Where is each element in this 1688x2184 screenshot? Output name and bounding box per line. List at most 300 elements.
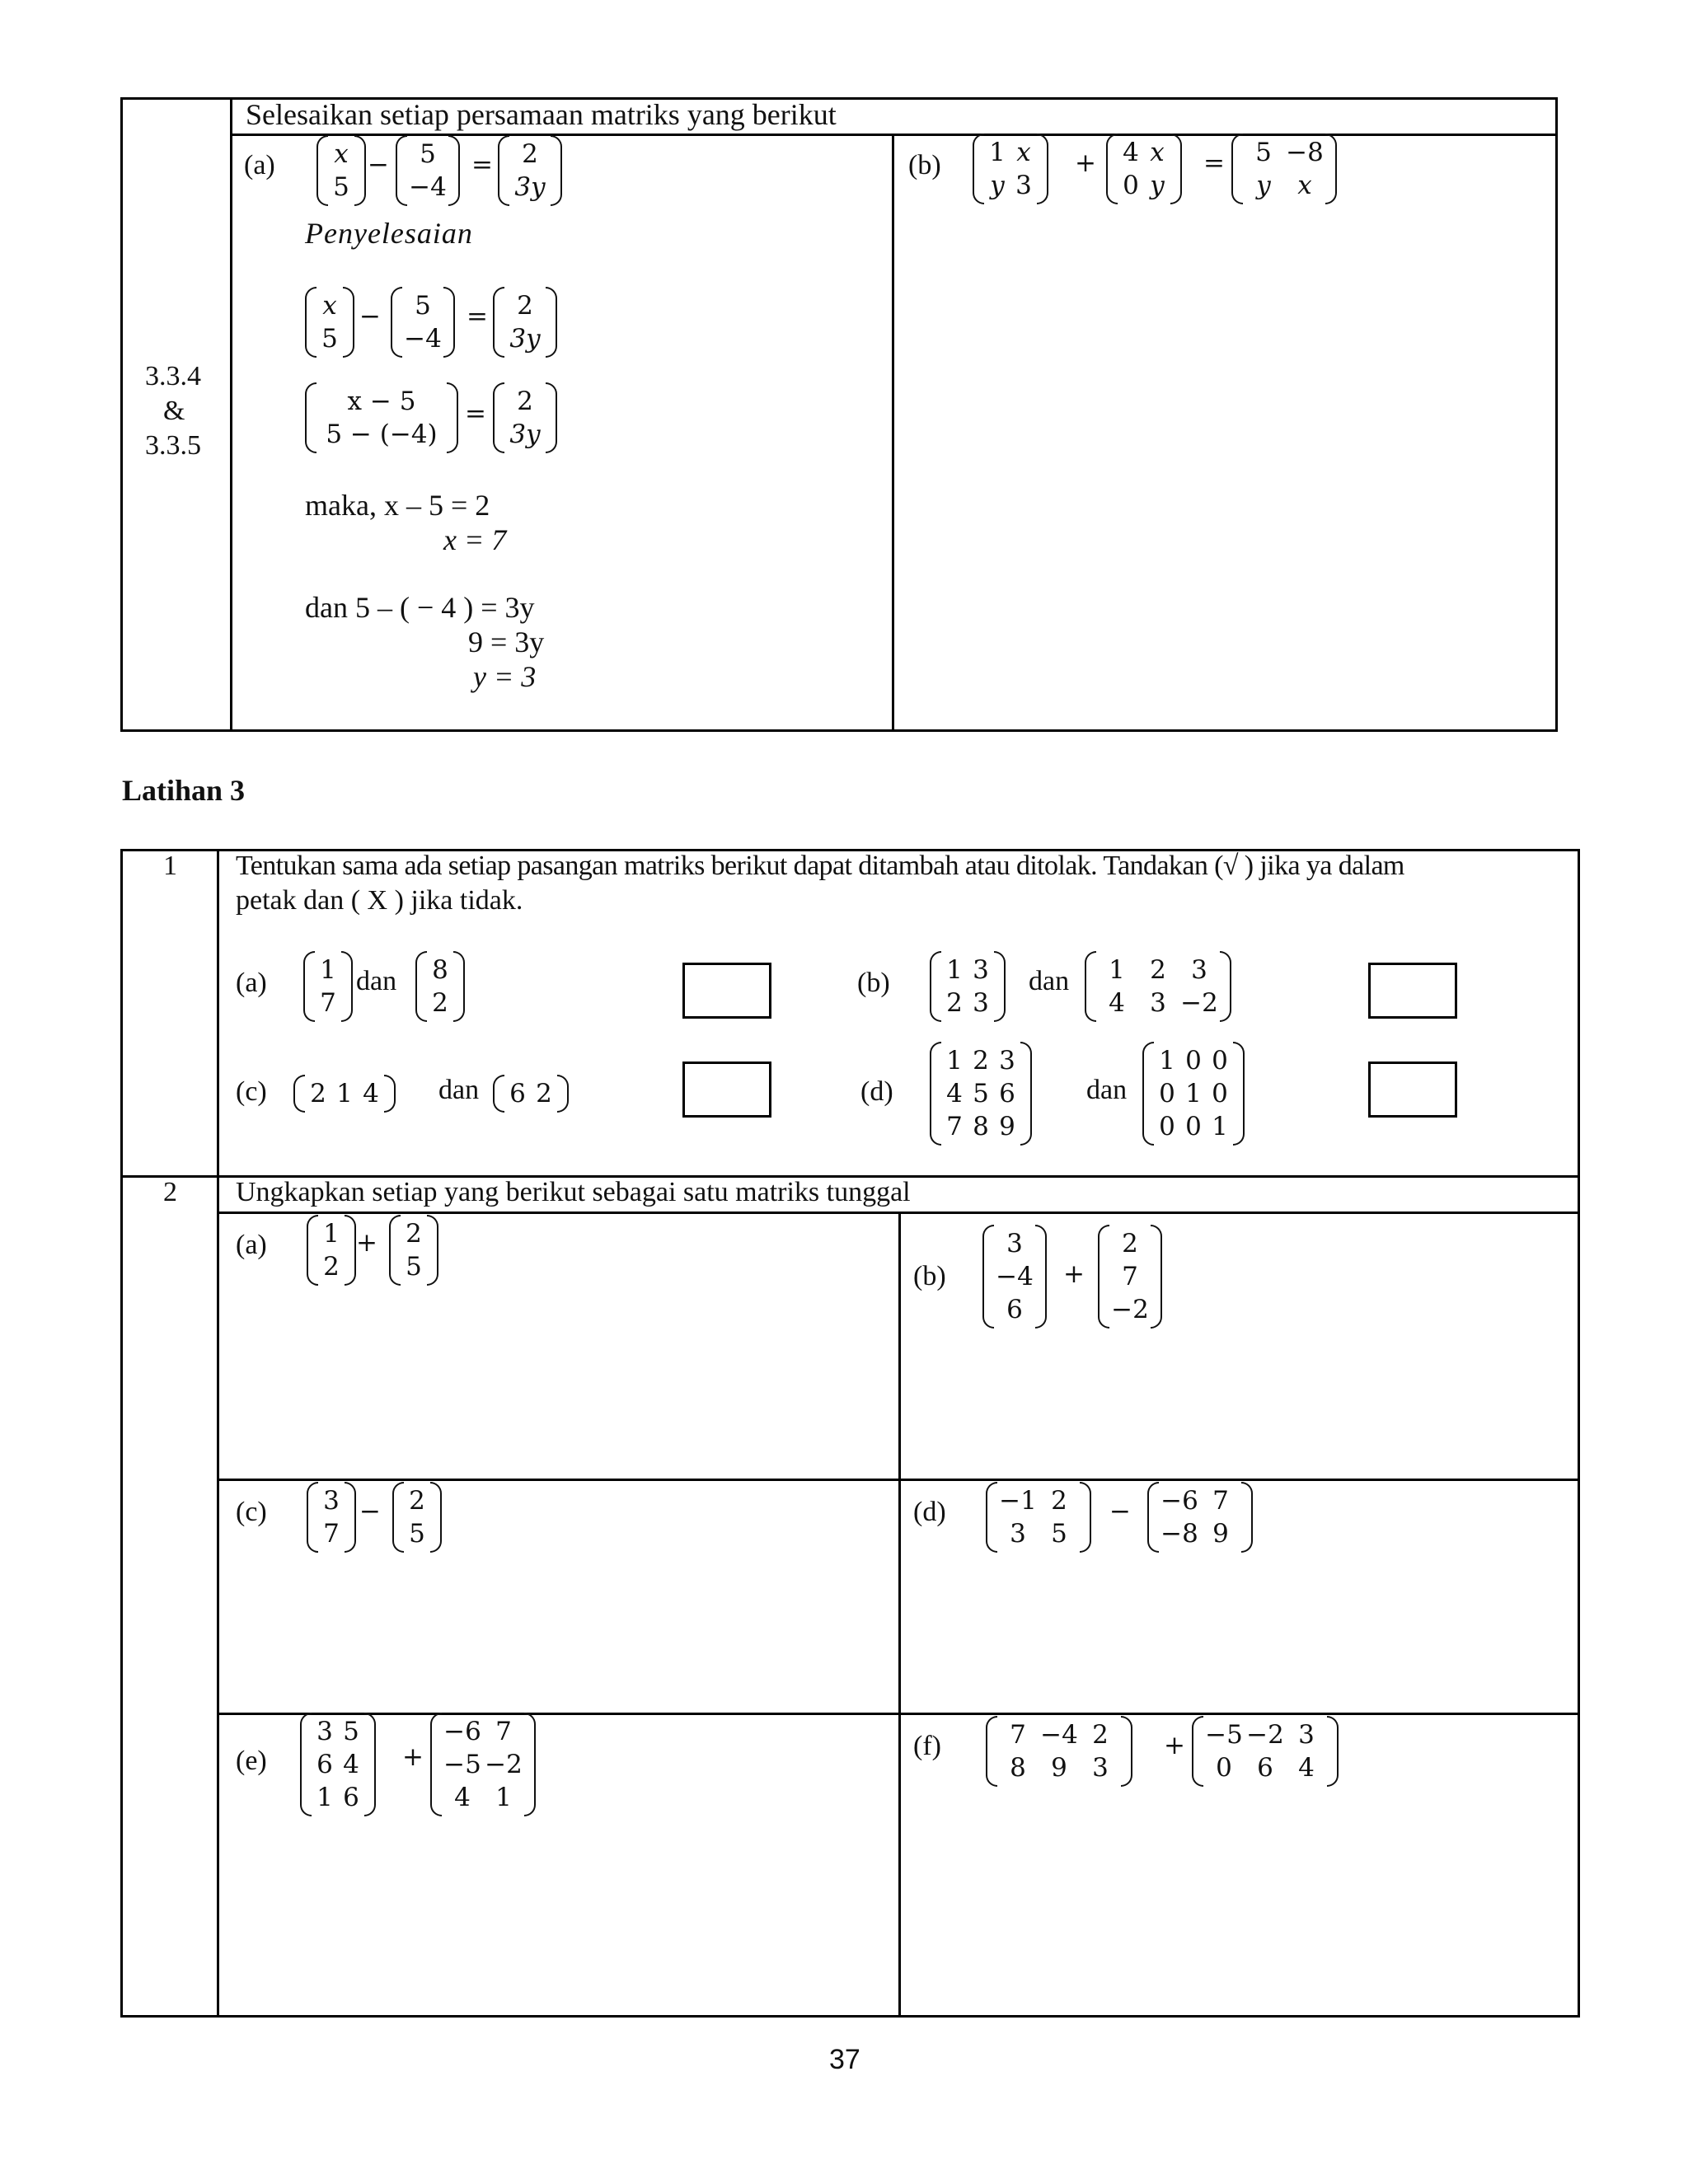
left-paren: [392, 1482, 404, 1553]
matrix-entry: 0: [1212, 1046, 1228, 1076]
right-paren: [1233, 1042, 1245, 1146]
matrix-entry: 3: [1298, 1720, 1315, 1750]
matrix-row: [316, 385, 447, 418]
plus-sign: +: [1164, 1731, 1185, 1760]
matrix-entry: x − 5: [347, 387, 416, 416]
equals-sign: =: [465, 399, 486, 429]
matrix-row: [941, 954, 994, 987]
plus-sign: +: [402, 1742, 424, 1772]
matrix-entry: 3: [1006, 1229, 1023, 1258]
matrix-entry: 4: [454, 1783, 471, 1812]
right-paren: [1121, 1716, 1132, 1787]
matrix-row: [1243, 169, 1325, 202]
matrix-row: [1243, 136, 1325, 169]
matrix-entry: 5: [415, 291, 431, 321]
q1b-label: (b): [857, 968, 890, 998]
matrix-row: [312, 1781, 364, 1814]
equals-sign: =: [467, 302, 488, 331]
step-y1: dan 5 – ( − 4 ) = 3y: [305, 591, 535, 624]
matrix: [982, 1225, 1047, 1329]
matrix-entry: 8: [432, 955, 448, 985]
matrix: [986, 1716, 1132, 1787]
matrix-entry: 7: [495, 1717, 512, 1746]
matrix-row: [984, 136, 1037, 169]
left-paren: [930, 1042, 941, 1146]
matrix-entry: x: [334, 139, 349, 169]
matrix-entry: 7: [1010, 1720, 1026, 1750]
matrix-row: [1203, 1718, 1327, 1751]
minus-sign: −: [1109, 1497, 1131, 1526]
matrix-row: [1109, 1293, 1151, 1326]
right-paren: [443, 287, 455, 358]
matrix-entry: 4: [946, 1079, 963, 1108]
matrix-entry: 5: [406, 1252, 422, 1282]
answer-box-b[interactable]: [1368, 963, 1457, 1019]
step-y3: y = 3: [473, 660, 537, 693]
matrix-entry: 1: [989, 138, 1006, 167]
right-paren: [345, 1215, 356, 1286]
matrix: [493, 382, 557, 453]
matrix: [986, 1482, 1091, 1553]
matrix-entry: 0: [1185, 1112, 1202, 1141]
left-paren: [1231, 134, 1243, 204]
matrix: [930, 1042, 1032, 1146]
matrix-entry: 1: [946, 955, 963, 985]
right-paren: [1220, 951, 1231, 1022]
matrix-row: [318, 1517, 345, 1550]
matrix-row: [318, 1484, 345, 1517]
matrix: [493, 1075, 569, 1113]
matrix-row: [941, 1044, 1020, 1077]
matrix: [305, 287, 354, 358]
matrix-row: [1118, 136, 1170, 169]
plus-sign: +: [356, 1228, 377, 1258]
matrix-row: [401, 1250, 427, 1283]
matrix-row: [328, 171, 354, 204]
example-code-1: 3.3.4: [145, 361, 201, 391]
matrix-entry: 2: [310, 1079, 326, 1108]
matrix-entry: 2: [323, 1252, 340, 1282]
matrix-entry: −2: [1111, 1295, 1149, 1324]
answer-box-c[interactable]: [682, 1062, 771, 1118]
step-x2: x = 7: [443, 523, 507, 556]
matrix-entry: −8: [1160, 1519, 1198, 1549]
matrix-entry: 3y: [509, 324, 541, 354]
q1d-label: (d): [860, 1076, 893, 1107]
matrix-row: [1159, 1484, 1241, 1517]
matrix-row: [427, 987, 453, 1019]
right-paren: [384, 1075, 396, 1113]
matrix-row: [1154, 1077, 1233, 1110]
matrix-row: [328, 138, 354, 171]
matrix-entry: 9: [999, 1112, 1015, 1141]
matrix-row: [994, 1227, 1035, 1260]
matrix-row: [1118, 169, 1170, 202]
right-paren: [345, 1482, 356, 1553]
right-paren: [524, 1713, 536, 1816]
matrix-row: [316, 418, 447, 451]
matrix: [1231, 134, 1337, 204]
matrix-entry: −4: [996, 1262, 1034, 1291]
q1-instruction-line1: Tentukan sama ada setiap pasangan matriks berikut dapat ditambah atau ditolak. Tandakan (√ ) jika ya dalam: [236, 851, 1404, 881]
left-paren: [415, 951, 427, 1022]
matrix-row: [312, 1748, 364, 1781]
right-paren: [427, 1215, 438, 1286]
q2-instruction: Ungkapkan setiap yang berikut sebagai satu matriks tunggal: [236, 1177, 911, 1207]
q2a-label: (a): [236, 1230, 267, 1260]
matrix: [1147, 1482, 1253, 1553]
matrix-row: [315, 954, 341, 987]
left-paren: [1147, 1482, 1159, 1553]
left-paren: [986, 1482, 997, 1553]
matrix-entry: 3y: [514, 172, 546, 202]
matrix-entry: x: [322, 291, 337, 321]
q2f-label: (f): [913, 1731, 941, 1761]
q1a-label: (a): [236, 968, 267, 998]
example-code-3: 3.3.5: [145, 430, 201, 461]
matrix-entry: −2: [1180, 988, 1218, 1018]
matrix-entry: 0: [1185, 1046, 1202, 1076]
matrix-entry: 2: [536, 1079, 552, 1108]
left-paren: [1192, 1716, 1203, 1787]
matrix: [1098, 1225, 1162, 1329]
matrix-row: [1096, 954, 1220, 987]
right-paren: [557, 1075, 569, 1113]
matrix-entry: 4: [1298, 1753, 1315, 1783]
matrix-entry: −2: [1246, 1720, 1284, 1750]
step-x1: maka, x – 5 = 2: [305, 489, 490, 522]
matrix-entry: 6: [509, 1079, 526, 1108]
matrix-entry: 1: [1212, 1112, 1228, 1141]
matrix-entry: 2: [406, 1219, 422, 1249]
matrix-row: [407, 171, 448, 204]
matrix-entry: 7: [323, 1519, 340, 1549]
left-paren: [1106, 134, 1118, 204]
dan-word: dan: [356, 966, 397, 996]
matrix-entry: 4: [1109, 988, 1125, 1018]
matrix-entry: 0: [1212, 1079, 1228, 1108]
matrix-entry: 1: [1109, 955, 1125, 985]
matrix-row: [941, 1110, 1020, 1143]
right-paren: [447, 382, 458, 453]
matrix-row: [402, 289, 443, 322]
matrix: [1085, 951, 1231, 1022]
plus-sign: +: [1075, 148, 1096, 178]
matrix-entry: 4: [1123, 138, 1139, 167]
matrix-entry: −8: [1286, 138, 1324, 167]
matrix: [1192, 1716, 1339, 1787]
right-paren: [551, 135, 562, 206]
matrix-row: [1109, 1227, 1151, 1260]
matrix-entry: 6: [316, 1750, 333, 1779]
matrix-row: [316, 289, 343, 322]
matrix-row: [1109, 1260, 1151, 1293]
matrix-row: [404, 1484, 430, 1517]
matrix-entry: 5 − (−4): [326, 419, 438, 449]
matrix-entry: 6: [343, 1783, 359, 1812]
matrix-entry: −4: [404, 324, 442, 354]
matrix-entry: 5: [973, 1079, 989, 1108]
q2d-label: (d): [913, 1497, 946, 1527]
matrix-row: [504, 385, 546, 418]
matrix-entry: y: [990, 171, 1005, 200]
matrix-row: [994, 1293, 1035, 1326]
example-a-label: (a): [244, 150, 275, 180]
left-paren: [391, 287, 402, 358]
matrix-entry: 5: [1255, 138, 1272, 167]
matrix-entry: 7: [946, 1112, 963, 1141]
matrix-row: [401, 1217, 427, 1250]
example-code-2: &: [163, 396, 185, 426]
matrix-row: [1096, 987, 1220, 1019]
matrix-row: [318, 1250, 345, 1283]
matrix-row: [402, 322, 443, 355]
matrix-entry: 2: [409, 1486, 425, 1516]
matrix-entry: 4: [363, 1079, 379, 1108]
matrix-entry: 5: [321, 324, 338, 354]
matrix-entry: 8: [973, 1112, 989, 1141]
q2-col-divider: [898, 1212, 901, 2018]
step-y2: 9 = 3y: [468, 626, 545, 658]
left-paren: [498, 135, 509, 206]
matrix-entry: 3y: [509, 419, 541, 449]
right-paren: [343, 287, 354, 358]
matrix: [305, 382, 458, 453]
left-paren: [930, 951, 941, 1022]
matrix-entry: 1: [336, 1079, 353, 1108]
right-paren: [1151, 1225, 1162, 1329]
q1-instruction-line2: petak dan ( X ) jika tidak.: [236, 885, 523, 916]
matrix-row: [427, 954, 453, 987]
latihan-table: [120, 849, 1580, 2018]
left-paren: [316, 135, 328, 206]
matrix-row: [1154, 1110, 1233, 1143]
left-paren: [493, 287, 504, 358]
left-paren: [303, 951, 315, 1022]
matrix-entry: 2: [1092, 1720, 1109, 1750]
matrix: [392, 1482, 442, 1553]
answer-box-a[interactable]: [682, 963, 771, 1019]
matrix-entry: 7: [1212, 1486, 1229, 1516]
example-instruction: Selesaikan setiap persamaan matriks yang berikut: [246, 98, 837, 131]
left-paren: [1142, 1042, 1154, 1146]
matrix: [498, 135, 562, 206]
left-paren: [493, 382, 504, 453]
matrix-row: [504, 418, 546, 451]
matrix-row: [442, 1748, 524, 1781]
matrix-entry: 2: [1150, 955, 1166, 985]
matrix: [415, 951, 465, 1022]
matrix-entry: 9: [1051, 1753, 1067, 1783]
right-paren: [1327, 1716, 1339, 1787]
matrix-entry: 0: [1159, 1112, 1175, 1141]
matrix-entry: 1: [495, 1783, 512, 1812]
answer-box-d[interactable]: [1368, 1062, 1457, 1118]
matrix-entry: 1: [323, 1219, 340, 1249]
matrix-entry: 3: [1092, 1753, 1109, 1783]
left-paren: [982, 1225, 994, 1329]
left-paren: [1085, 951, 1096, 1022]
matrix-row: [305, 1077, 384, 1110]
matrix-entry: −4: [409, 172, 447, 202]
q2-row-divider-2: [217, 1713, 1580, 1715]
matrix-row: [318, 1217, 345, 1250]
matrix-entry: 2: [1122, 1229, 1138, 1258]
left-paren: [307, 1215, 318, 1286]
matrix-row: [509, 138, 551, 171]
matrix: [1142, 1042, 1245, 1146]
matrix-entry: 3: [973, 955, 989, 985]
matrix-entry: x: [1150, 138, 1165, 167]
equals-sign: =: [471, 150, 493, 180]
matrix-entry: 8: [1010, 1753, 1026, 1783]
right-paren: [1241, 1482, 1253, 1553]
matrix-row: [509, 171, 551, 204]
matrix-row: [504, 289, 546, 322]
matrix-entry: 5: [409, 1519, 425, 1549]
matrix-row: [1159, 1517, 1241, 1550]
dan-word: dan: [1086, 1075, 1128, 1105]
q1c-label: (c): [236, 1076, 267, 1107]
example-ab-divider: [892, 134, 894, 732]
right-paren: [1080, 1482, 1091, 1553]
matrix-row: [984, 169, 1037, 202]
plus-sign: +: [1063, 1259, 1085, 1289]
matrix-entry: 5: [420, 139, 436, 169]
matrix-entry: 1: [946, 1046, 963, 1076]
left-paren: [430, 1713, 442, 1816]
matrix-row: [504, 322, 546, 355]
matrix-row: [1203, 1751, 1327, 1784]
right-paren: [1325, 134, 1337, 204]
left-paren: [293, 1075, 305, 1113]
left-paren: [305, 382, 316, 453]
matrix-entry: 0: [1123, 171, 1139, 200]
right-paren: [448, 135, 460, 206]
matrix-row: [997, 1751, 1121, 1784]
q2b-label: (b): [913, 1261, 946, 1291]
matrix-entry: 6: [999, 1079, 1015, 1108]
matrix-entry: −5: [1205, 1720, 1243, 1750]
matrix: [307, 1215, 356, 1286]
right-paren: [354, 135, 366, 206]
page-number: 37: [829, 2044, 860, 2075]
right-paren: [546, 382, 557, 453]
matrix-entry: 2: [973, 1046, 989, 1076]
matrix-entry: x: [1297, 171, 1312, 200]
matrix-row: [442, 1715, 524, 1748]
matrix-row: [997, 1718, 1121, 1751]
right-paren: [1035, 1225, 1047, 1329]
matrix: [930, 951, 1006, 1022]
left-paren: [973, 134, 984, 204]
q2c-label: (c): [236, 1497, 267, 1527]
left-paren: [307, 1482, 318, 1553]
solution-title: Penyelesaian: [305, 217, 473, 250]
minus-sign: −: [359, 1497, 381, 1526]
matrix-entry: 2: [946, 988, 963, 1018]
matrix-row: [404, 1517, 430, 1550]
left-paren: [396, 135, 407, 206]
matrix-row: [407, 138, 448, 171]
matrix-row: [1154, 1044, 1233, 1077]
dan-word: dan: [1029, 966, 1070, 996]
right-paren: [430, 1482, 442, 1553]
right-paren: [453, 951, 465, 1022]
matrix-entry: 6: [1257, 1753, 1273, 1783]
matrix: [293, 1075, 396, 1113]
matrix-entry: 2: [517, 291, 533, 321]
matrix-entry: 7: [1122, 1262, 1138, 1291]
matrix-row: [504, 1077, 557, 1110]
minus-sign: −: [359, 302, 381, 331]
matrix-row: [994, 1260, 1035, 1293]
example-b-label: (b): [908, 150, 941, 180]
matrix-entry: −6: [443, 1717, 481, 1746]
matrix-row: [442, 1781, 524, 1814]
matrix-row: [997, 1517, 1080, 1550]
matrix-entry: y: [1256, 171, 1271, 200]
matrix: [303, 951, 353, 1022]
q2-row-divider-1: [217, 1479, 1580, 1481]
dan-word: dan: [438, 1075, 480, 1105]
matrix-row: [315, 987, 341, 1019]
matrix-entry: y: [1150, 171, 1165, 200]
matrix-entry: 4: [343, 1750, 359, 1779]
right-paren: [341, 951, 353, 1022]
matrix-row: [997, 1484, 1080, 1517]
matrix: [389, 1215, 438, 1286]
matrix: [307, 1482, 356, 1553]
matrix-entry: 5: [1051, 1519, 1067, 1549]
equals-sign: =: [1203, 148, 1225, 178]
matrix-entry: 2: [517, 387, 533, 416]
matrix-entry: 3: [323, 1486, 340, 1516]
matrix: [493, 287, 557, 358]
matrix-row: [312, 1715, 364, 1748]
matrix-entry: 0: [1216, 1753, 1232, 1783]
matrix-entry: −6: [1160, 1486, 1198, 1516]
matrix-row: [316, 322, 343, 355]
matrix-entry: 3: [316, 1717, 333, 1746]
minus-sign: −: [368, 150, 389, 180]
left-paren: [305, 287, 316, 358]
matrix: [316, 135, 366, 206]
right-paren: [1020, 1042, 1032, 1146]
matrix-entry: 5: [343, 1717, 359, 1746]
q1-number: 1: [163, 851, 177, 881]
matrix-row: [941, 987, 994, 1019]
matrix-entry: 9: [1212, 1519, 1229, 1549]
matrix-entry: −1: [999, 1486, 1037, 1516]
left-paren: [986, 1716, 997, 1787]
matrix-entry: 3: [1010, 1519, 1026, 1549]
matrix-entry: 6: [1006, 1295, 1023, 1324]
matrix-entry: −2: [485, 1750, 523, 1779]
matrix-entry: −4: [1040, 1720, 1078, 1750]
q2-number: 2: [163, 1177, 177, 1207]
matrix: [396, 135, 460, 206]
right-paren: [364, 1713, 376, 1816]
matrix-entry: 3: [1150, 988, 1166, 1018]
matrix-entry: 3: [973, 988, 989, 1018]
matrix-entry: 3: [1015, 171, 1032, 200]
matrix-entry: 1: [1159, 1046, 1175, 1076]
matrix: [973, 134, 1048, 204]
matrix-entry: x: [1016, 138, 1031, 167]
right-paren: [1170, 134, 1182, 204]
q2e-label: (e): [236, 1746, 267, 1776]
